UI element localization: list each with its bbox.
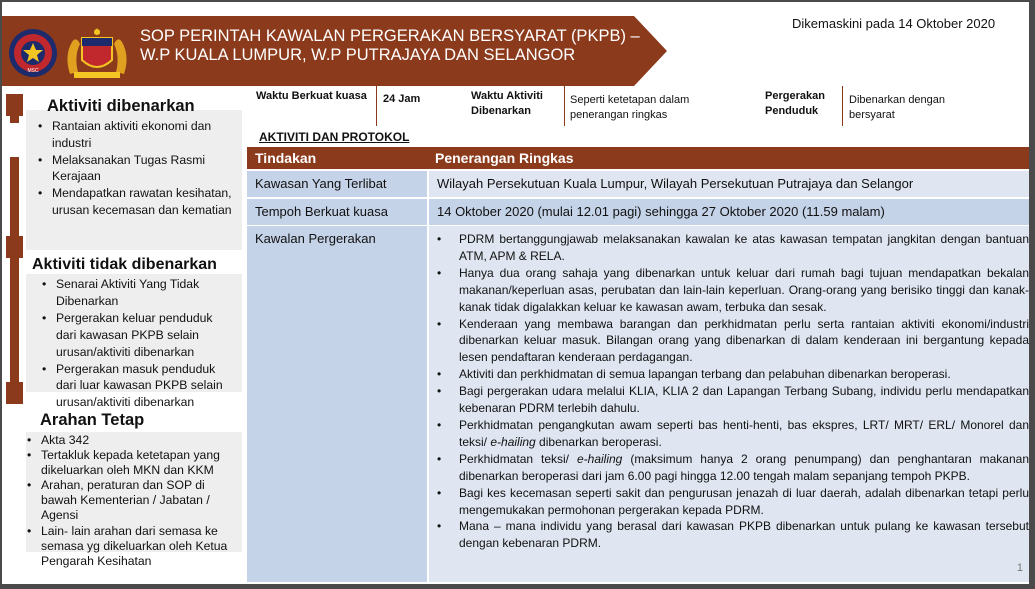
divider	[376, 86, 377, 126]
section-marker	[6, 382, 23, 404]
duration-label: Waktu Berkuat kuasa	[256, 90, 367, 102]
list-item: • Senarai Aktiviti Yang Tidak Dibenarkan	[56, 276, 236, 310]
allowed-list	[52, 118, 237, 219]
activities-title: AKTIVITI DAN PROTOKOL	[259, 130, 410, 144]
column-header: Penerangan Ringkas	[435, 150, 574, 166]
list-item: • Lain- lain arahan dari semasa ke semasa yg dikeluarkan oleh Ketua Pengarah Kesihatan	[41, 524, 237, 569]
activity-time-label: Waktu Aktiviti Dibenarkan	[471, 90, 543, 117]
section-marker	[6, 94, 23, 116]
standing-orders-title: Arahan Tetap	[40, 411, 145, 429]
list-item: • PDRM bertanggungjawab melaksanakan kawalan ke atas kawasan tempatan jangkitan dengan bantuan ATM, APM & RELA.	[459, 231, 1029, 265]
list-item: • Perkhidmatan pengangkutan awam seperti bas henti-henti, bas ekspres, LRT/ MRT/ ERL/ Monorel dan teksi/ e-hailing dibenarkan beroperasi.	[459, 417, 1029, 451]
list-item: • Hanya dua orang sahaja yang dibenarkan untuk keluar dari rumah bagi tujuan mendapatkan bekalan makanan/keperluan asas, perubatan dan lain-lain keperluan. Orang-orang yang berisiko tinggi dan kanak-kanak tidak digalakkan keluar ke kawasan awam, terbuka dan sesak.	[459, 265, 1029, 316]
table-row	[247, 171, 1029, 197]
list-item: • Bagi pergerakan udara melalui KLIA, KLIA 2 dan Lapangan Terbang Subang, individu perlu mendapatkan kebenaran PDRM terlebih dahulu.	[459, 383, 1029, 417]
row-description: 14 Oktober 2020 (mulai 12.01 pagi) sehingga 27 Oktober 2020 (11.59 malam)	[437, 204, 885, 219]
page-number: 1	[1016, 562, 1023, 574]
movement-control-list	[459, 231, 1029, 552]
police-logo-icon	[8, 28, 58, 78]
standing-orders-list	[41, 433, 237, 569]
list-item: • Melaksanakan Tugas Rasmi Kerajaan	[52, 152, 237, 186]
svg-text:MSC: MSC	[27, 68, 39, 74]
list-item: • Rantaian aktiviti ekonomi dan industri	[52, 118, 237, 152]
slide	[2, 2, 1029, 584]
row-action: Tempoh Berkuat kuasa	[255, 204, 388, 219]
duration-value: 24 Jam	[383, 93, 421, 105]
list-item: • Pergerakan keluar penduduk dari kawasan PKPB selain urusan/aktiviti dibenarkan	[56, 310, 236, 361]
list-item: • Mendapatkan rawatan kesihatan, urusan kecemasan dan kematian	[52, 185, 237, 219]
movement-value: Dibenarkan dengan bersyarat	[849, 94, 946, 121]
table-row	[247, 226, 1029, 582]
list-item: • Aktiviti dan perkhidmatan di semua lapangan terbang dan pelabuhan dibenarkan beroperasi.	[459, 366, 1029, 383]
list-item: • Akta 342	[41, 433, 237, 448]
row-action: Kawalan Pergerakan	[255, 231, 376, 246]
list-item: • Bagi kes kecemasan seperti sakit dan pengurusan jenazah di luar daerah, adalah dibenarkan tetapi perlu mengemukakan permohonan pergerakan kepada PDRM.	[459, 485, 1029, 519]
section-marker	[6, 236, 23, 258]
list-item: • Perkhidmatan teksi/ e-hailing (maksimum hanya 2 orang penumpang) dan penghantaran makanan dibenarkan beroperasi dari jam 6.00 pagi hingga 12.00 tengah malam sepanjang tempoh PKPB.	[459, 451, 1029, 485]
list-item: • Tertakluk kepada ketetapan yang dikeluarkan oleh MKN dan KKM	[41, 448, 237, 478]
movement-label: Pergerakan Penduduk	[765, 90, 825, 117]
list-item: • Pergerakan masuk penduduk dari luar kawasan PKPB selain urusan/aktiviti dibenarkan	[56, 361, 236, 412]
column-header: Tindakan	[255, 150, 317, 166]
allowed-title: Aktiviti dibenarkan	[47, 97, 195, 115]
list-item: • Mana – mana individu yang berasal dari kawasan PKPB dibenarkan untuk pulang ke kawasan tersebut dengan kebenaran PDRM.	[459, 518, 1029, 552]
row-action: Kawasan Yang Terlibat	[255, 176, 387, 191]
row-description: Wilayah Persekutuan Kuala Lumpur, Wilayah Persekutuan Putrajaya dan Selangor	[437, 176, 914, 191]
page-title: SOP PERINTAH KAWALAN PERGERAKAN BERSYARAT (PKPB) – W.P KUALA LUMPUR, W.P PUTRAJAYA DAN SELANGOR	[140, 27, 640, 64]
list-item: • Arahan, peraturan dan SOP di bawah Kementerian / Jabatan / Agensi	[41, 478, 237, 523]
table-row	[247, 199, 1029, 225]
left-accent-bar	[10, 157, 19, 402]
activity-time-value: Seperti ketetapan dalam penerangan ringkas	[570, 94, 690, 121]
list-item: • Kenderaan yang membawa barangan dan perkhidmatan perlu serta rantaian aktiviti ekonomi/industri dibenarkan keluar masuk. Bilangan orang yang dibenarkan di dalam kenderaan ini bergantung kepada lesen pendaftaran kenderaan perdagangan.	[459, 316, 1029, 367]
updated-date: Dikemaskini pada 14 Oktober 2020	[792, 16, 996, 31]
table-header	[247, 147, 1029, 169]
coat-of-arms-icon	[62, 26, 132, 80]
not-allowed-title: Aktiviti tidak dibenarkan	[32, 256, 217, 273]
divider	[564, 86, 565, 126]
divider	[842, 86, 843, 126]
not-allowed-list	[56, 276, 236, 411]
